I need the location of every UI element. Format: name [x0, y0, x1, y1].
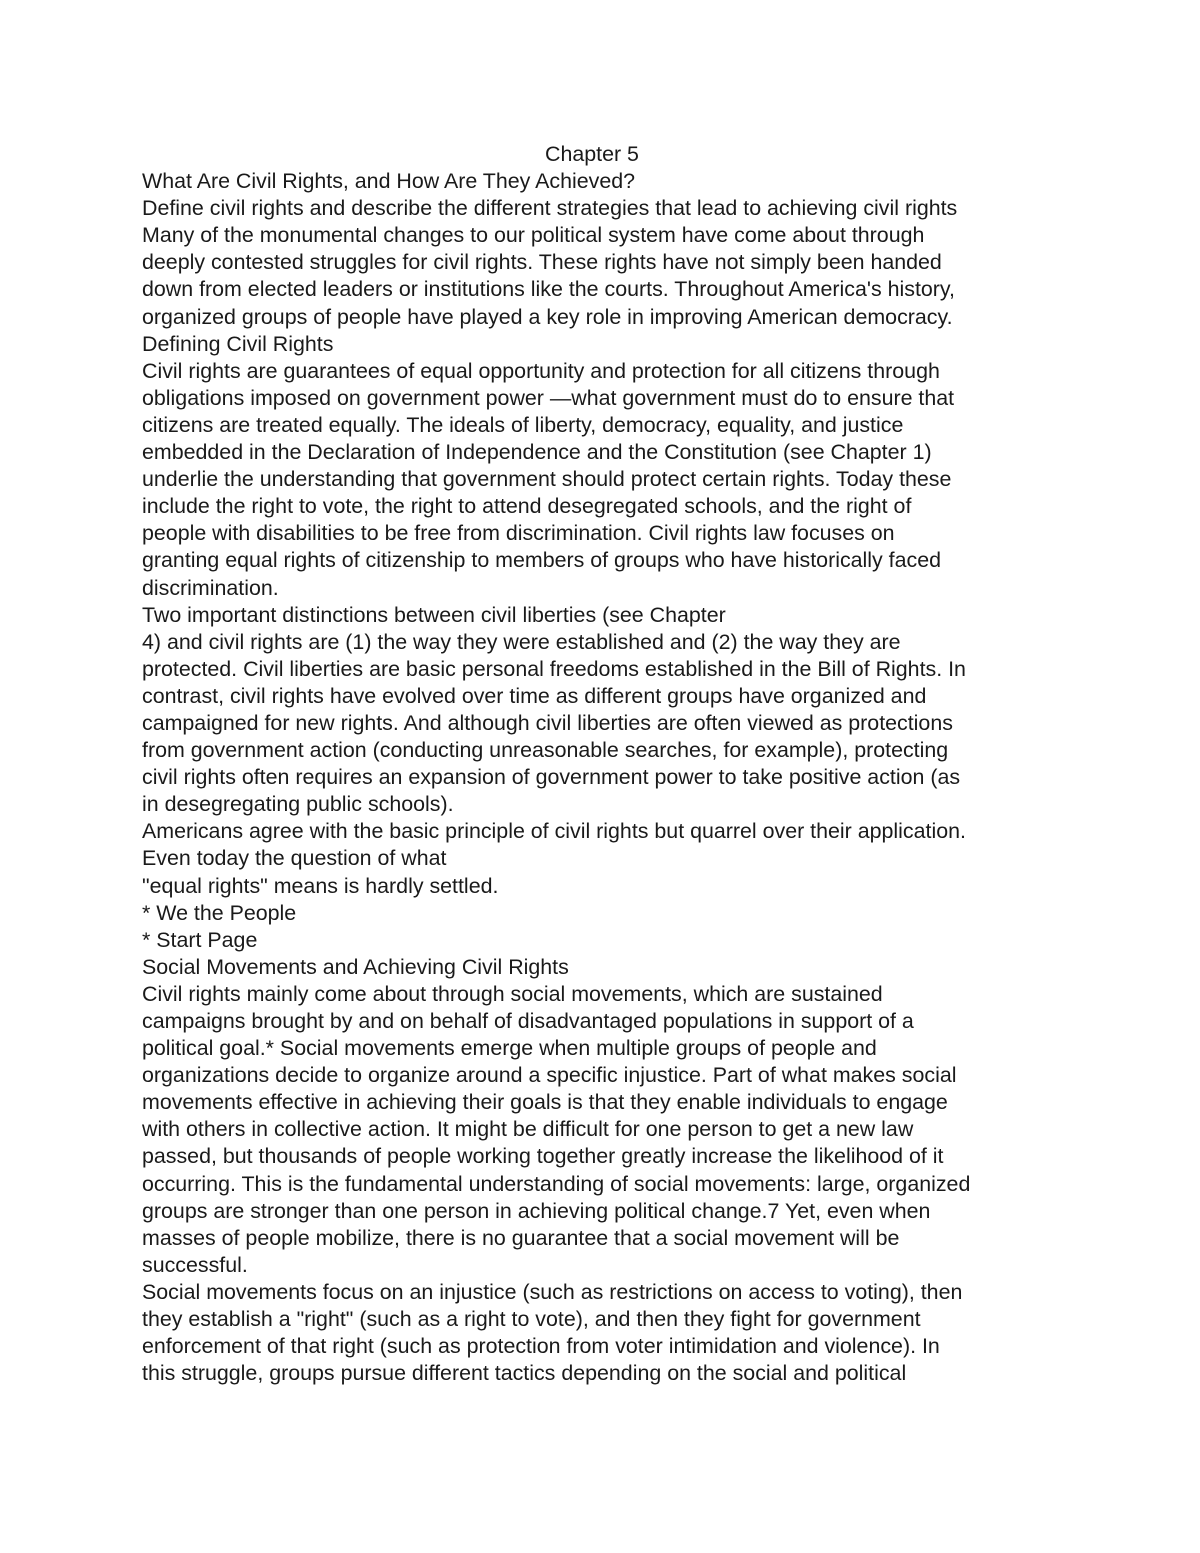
- text-line: "equal rights" means is hardly settled.: [142, 873, 499, 898]
- bullet-item: * We the People: [142, 900, 297, 925]
- text-line: Even today the question of what: [142, 846, 447, 871]
- text-line: citizens are treated equally. The ideals of liberty, democracy, equality, and justice: [142, 412, 904, 437]
- text-line: masses of people mobilize, there is no guarantee that a social movement will be: [142, 1225, 900, 1250]
- text-line: 4) and civil rights are (1) the way they were established and (2) the way they are: [142, 629, 901, 654]
- text-line: obligations imposed on government power —what government must do to ensure that: [142, 385, 955, 410]
- text-line: this struggle, groups pursue different tactics depending on the social and political: [142, 1361, 907, 1386]
- text-line: from government action (conducting unreasonable searches, for example), protecting: [142, 738, 949, 763]
- text-line: civil rights often requires an expansion of government power to take positive action (as: [142, 765, 961, 790]
- text-line: discrimination.: [142, 575, 279, 600]
- text-line: Civil rights are guarantees of equal opportunity and protection for all citizens through: [142, 358, 940, 383]
- text-line: contrast, civil rights have evolved over time as different groups have organized and: [142, 683, 927, 708]
- text-line: enforcement of that right (such as protection from voter intimidation and violence). In: [142, 1334, 940, 1359]
- text-line: they establish a "right" (such as a right to vote), and then they fight for government: [142, 1307, 921, 1332]
- text-line: passed, but thousands of people working together greatly increase the likelihood of it: [142, 1144, 944, 1169]
- text-line: organizations decide to organize around a specific injustice. Part of what makes social: [142, 1063, 957, 1088]
- text-line: underlie the understanding that government should protect certain rights. Today these: [142, 467, 952, 492]
- section-heading: What Are Civil Rights, and How Are They Achieved?: [142, 169, 636, 194]
- text-line: Two important distinctions between civil liberties (see Chapter: [142, 602, 726, 627]
- text-line: embedded in the Declaration of Independence and the Constitution (see Chapter 1): [142, 440, 932, 465]
- text-line: Many of the monumental changes to our political system have come about through: [142, 223, 925, 248]
- text-line: Civil rights mainly come about through social movements, which are sustained: [142, 981, 883, 1006]
- text-line: Americans agree with the basic principle of civil rights but quarrel over their application.: [142, 819, 966, 844]
- text-line: with others in collective action. It might be difficult for one person to get a new law: [142, 1117, 914, 1142]
- text-line: organized groups of people have played a key role in improving American democracy.: [142, 304, 953, 329]
- text-line: down from elected leaders or institutions like the courts. Throughout America's history,: [142, 277, 955, 302]
- subsection-heading: Defining Civil Rights: [142, 331, 334, 356]
- text-line: granting equal rights of citizenship to members of groups who have historically faced: [142, 548, 942, 573]
- text-line: include the right to vote, the right to attend desegregated schools, and the right of: [142, 494, 912, 519]
- chapter-title: Chapter 5: [545, 142, 639, 166]
- subsection-heading: Social Movements and Achieving Civil Rights: [142, 954, 569, 979]
- text-line: movements effective in achieving their goals is that they enable individuals to engage: [142, 1090, 948, 1115]
- text-line: deeply contested struggles for civil rights. These rights have not simply been handed: [142, 250, 942, 275]
- text-line: protected. Civil liberties are basic personal freedoms established in the Bill of Rights. In: [142, 656, 966, 681]
- text-line: Social movements focus on an injustice (such as restrictions on access to voting), then: [142, 1279, 963, 1304]
- bullet-item: * Start Page: [142, 927, 258, 952]
- text-line: occurring. This is the fundamental understanding of social movements: large, organized: [142, 1171, 971, 1196]
- learning-objective: Define civil rights and describe the different strategies that lead to achieving civil rights: [142, 196, 958, 221]
- text-line: campaigns brought by and on behalf of disadvantaged populations in support of a: [142, 1009, 914, 1033]
- text-line: people with disabilities to be free from discrimination. Civil rights law focuses on: [142, 521, 895, 546]
- text-line: campaigned for new rights. And although civil liberties are often viewed as protections: [142, 710, 953, 735]
- text-line: successful.: [142, 1252, 248, 1277]
- text-line: political goal.* Social movements emerge when multiple groups of people and: [142, 1036, 877, 1061]
- document-body: [142, 141, 1072, 1387]
- text-line: groups are stronger than one person in achieving political change.7 Yet, even when: [142, 1198, 931, 1223]
- text-line: in desegregating public schools).: [142, 792, 454, 817]
